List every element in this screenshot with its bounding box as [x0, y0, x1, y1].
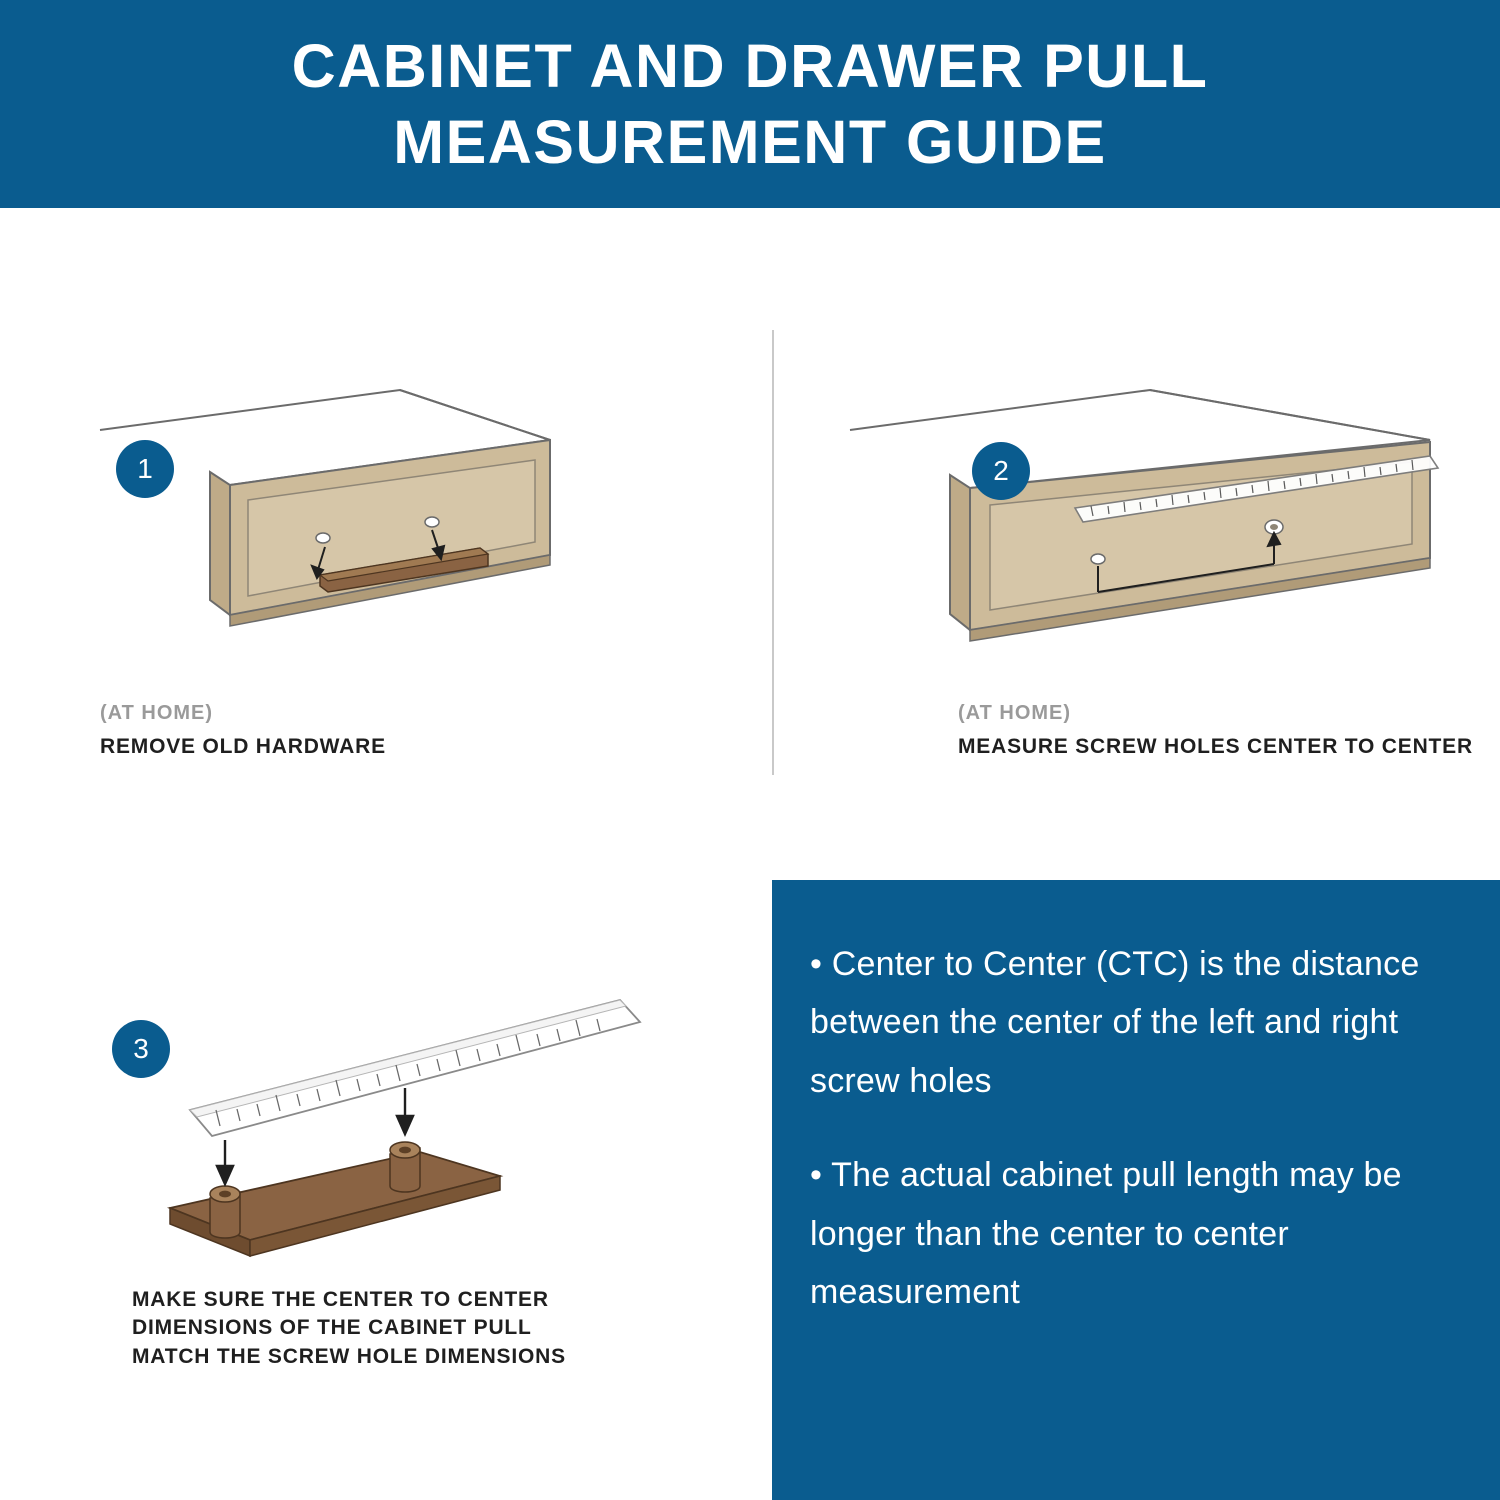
step-panel-3 [80, 940, 740, 1440]
illustration-match-pull-dimensions [80, 940, 740, 1320]
header-banner [0, 0, 1500, 208]
divider-vertical [772, 330, 774, 775]
step-badge-3: 3 [112, 1020, 170, 1078]
illustration-remove-old-hardware [80, 330, 760, 730]
caption-main-2: MEASURE SCREW HOLES CENTER TO CENTER [958, 735, 1473, 758]
caption-sub-1: (AT HOME) [100, 702, 214, 724]
step-panel-1 [80, 330, 760, 780]
step-badge-2: 2 [972, 442, 1030, 500]
caption-step-2 [958, 702, 1473, 761]
info-bullet-1: • Center to Center (CTC) is the distance between the center of the left and right screw holes [810, 945, 1420, 1100]
caption-step-3 [132, 1286, 572, 1371]
step-panel-2 [830, 330, 1490, 780]
illustration-measure-screw-holes [830, 330, 1490, 730]
info-box [772, 880, 1500, 1500]
caption-sub-2: (AT HOME) [958, 702, 1072, 724]
caption-main-1: REMOVE OLD HARDWARE [100, 735, 386, 758]
caption-step-1 [100, 702, 386, 761]
step-badge-1: 1 [116, 440, 174, 498]
info-bullet-2: • The actual cabinet pull length may be longer than the center to center measurement [810, 1156, 1402, 1312]
caption-main-3: MAKE SURE THE CENTER TO CENTER DIMENSIONS OF THE CABINET PULL MATCH THE SCREW HOLE DIMENSIONS [132, 1288, 566, 1368]
page-title: CABINET AND DRAWER PULL MEASUREMENT GUIDE [291, 31, 1209, 176]
